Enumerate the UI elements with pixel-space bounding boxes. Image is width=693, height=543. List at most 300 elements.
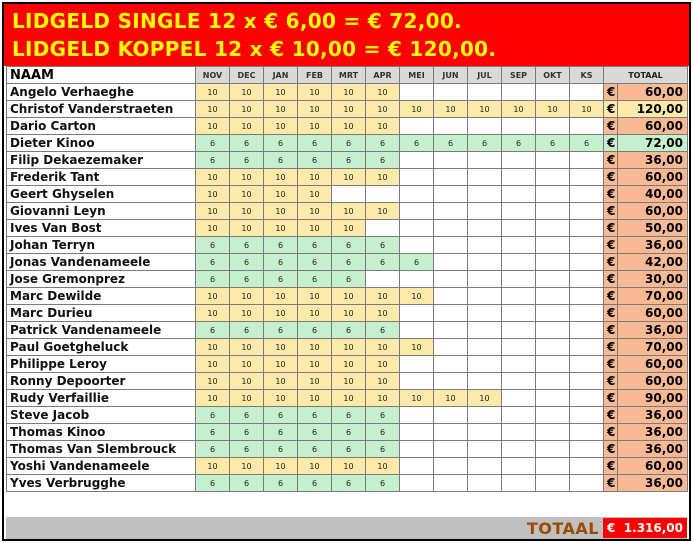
month-payment-cell (434, 220, 468, 237)
month-payment-cell (502, 475, 536, 492)
month-payment-cell (570, 271, 604, 288)
month-payment-cell: 10 (332, 101, 366, 118)
month-payment-cell (434, 203, 468, 220)
member-name: Geert Ghyselen (7, 186, 196, 203)
month-payment-cell: 6 (298, 152, 332, 169)
month-payment-cell: 10 (196, 203, 230, 220)
table-row (7, 152, 688, 169)
month-payment-cell (434, 424, 468, 441)
month-payment-cell: 6 (298, 424, 332, 441)
month-payment-cell (434, 288, 468, 305)
month-payment-cell: 10 (196, 169, 230, 186)
month-payment-cell: 6 (366, 322, 400, 339)
month-payment-cell: 10 (230, 356, 264, 373)
month-payment-cell (502, 254, 536, 271)
total-currency: € (604, 169, 618, 186)
month-payment-cell: 10 (264, 186, 298, 203)
month-payment-cell (468, 271, 502, 288)
total-currency: € (604, 390, 618, 407)
member-name: Steve Jacob (7, 407, 196, 424)
month-payment-cell (502, 356, 536, 373)
month-payment-cell (434, 322, 468, 339)
month-payment-cell (502, 237, 536, 254)
total-currency: € (604, 135, 618, 152)
month-payment-cell (502, 407, 536, 424)
month-payment-cell (570, 84, 604, 101)
month-payment-cell (570, 322, 604, 339)
month-payment-cell: 10 (264, 101, 298, 118)
month-payment-cell (434, 84, 468, 101)
month-payment-cell: 10 (366, 356, 400, 373)
member-total: 60,00 (618, 169, 688, 186)
month-payment-cell: 6 (264, 237, 298, 254)
table-row (7, 373, 688, 390)
member-name: Thomas Kinoo (7, 424, 196, 441)
month-payment-cell: 10 (400, 339, 434, 356)
month-payment-cell: 6 (230, 271, 264, 288)
month-payment-cell: 6 (298, 254, 332, 271)
table-row (7, 339, 688, 356)
member-total: 60,00 (618, 373, 688, 390)
month-payment-cell (400, 118, 434, 135)
month-payment-cell (400, 271, 434, 288)
month-payment-cell: 10 (366, 118, 400, 135)
month-payment-cell (400, 424, 434, 441)
total-currency: € (604, 475, 618, 492)
member-name: Ronny Depoorter (7, 373, 196, 390)
member-name: Jonas Vandenameele (7, 254, 196, 271)
member-total: 60,00 (618, 305, 688, 322)
month-payment-cell (536, 169, 570, 186)
fees-table (6, 66, 688, 492)
month-payment-cell (536, 203, 570, 220)
month-header-mrt: MRT (332, 67, 366, 84)
month-payment-cell: 10 (264, 220, 298, 237)
month-payment-cell (536, 305, 570, 322)
month-payment-cell (502, 271, 536, 288)
month-payment-cell (570, 203, 604, 220)
member-total: 60,00 (618, 458, 688, 475)
member-total: 36,00 (618, 407, 688, 424)
member-name: Marc Durieu (7, 305, 196, 322)
month-payment-cell: 10 (298, 84, 332, 101)
month-payment-cell: 6 (196, 237, 230, 254)
month-payment-cell: 6 (332, 475, 366, 492)
month-payment-cell (434, 118, 468, 135)
member-total: 120,00 (618, 101, 688, 118)
member-total: 36,00 (618, 237, 688, 254)
month-payment-cell (536, 237, 570, 254)
month-payment-cell (468, 237, 502, 254)
month-payment-cell: 6 (264, 424, 298, 441)
month-payment-cell: 6 (366, 407, 400, 424)
month-payment-cell (468, 186, 502, 203)
member-total: 50,00 (618, 220, 688, 237)
month-payment-cell (400, 237, 434, 254)
grand-total-currency: € (607, 521, 616, 535)
month-payment-cell: 10 (332, 288, 366, 305)
total-currency: € (604, 322, 618, 339)
month-payment-cell: 10 (366, 288, 400, 305)
member-name: Christof Vanderstraeten (7, 101, 196, 118)
month-payment-cell: 10 (264, 458, 298, 475)
month-payment-cell (468, 458, 502, 475)
member-total: 30,00 (618, 271, 688, 288)
table-row (7, 84, 688, 101)
month-payment-cell: 10 (264, 288, 298, 305)
month-payment-cell (502, 373, 536, 390)
total-currency: € (604, 152, 618, 169)
total-currency: € (604, 339, 618, 356)
total-currency: € (604, 288, 618, 305)
table-row (7, 169, 688, 186)
month-payment-cell (502, 220, 536, 237)
month-payment-cell: 6 (366, 441, 400, 458)
month-payment-cell (502, 169, 536, 186)
month-payment-cell: 10 (298, 169, 332, 186)
month-payment-cell: 6 (264, 152, 298, 169)
month-payment-cell: 10 (400, 390, 434, 407)
month-payment-cell: 6 (332, 237, 366, 254)
month-payment-cell (570, 339, 604, 356)
month-payment-cell: 6 (502, 135, 536, 152)
table-row (7, 135, 688, 152)
member-name: Dario Carton (7, 118, 196, 135)
total-currency: € (604, 118, 618, 135)
month-payment-cell: 10 (298, 373, 332, 390)
month-payment-cell: 6 (332, 135, 366, 152)
total-currency: € (604, 254, 618, 271)
month-payment-cell: 6 (230, 475, 264, 492)
month-payment-cell (536, 254, 570, 271)
month-payment-cell (434, 373, 468, 390)
month-payment-cell: 10 (332, 339, 366, 356)
month-payment-cell (536, 441, 570, 458)
name-column-header: NAAM (7, 67, 196, 84)
month-payment-cell (468, 424, 502, 441)
month-payment-cell (400, 305, 434, 322)
month-payment-cell: 6 (196, 407, 230, 424)
table-row (7, 407, 688, 424)
month-payment-cell (400, 356, 434, 373)
month-payment-cell: 10 (230, 373, 264, 390)
month-payment-cell: 6 (230, 441, 264, 458)
month-payment-cell: 6 (400, 135, 434, 152)
month-payment-cell: 10 (298, 458, 332, 475)
month-payment-cell (434, 169, 468, 186)
month-payment-cell: 6 (570, 135, 604, 152)
member-total: 36,00 (618, 152, 688, 169)
month-payment-cell: 6 (332, 271, 366, 288)
total-currency: € (604, 84, 618, 101)
total-currency: € (604, 373, 618, 390)
month-payment-cell: 10 (196, 101, 230, 118)
member-name: Marc Dewilde (7, 288, 196, 305)
month-payment-cell (502, 458, 536, 475)
month-payment-cell: 10 (298, 305, 332, 322)
total-currency: € (604, 424, 618, 441)
month-payment-cell: 6 (298, 237, 332, 254)
month-payment-cell (502, 288, 536, 305)
month-payment-cell: 10 (230, 390, 264, 407)
month-payment-cell (570, 152, 604, 169)
month-header-okt: OKT (536, 67, 570, 84)
month-payment-cell: 6 (230, 254, 264, 271)
month-payment-cell: 10 (264, 203, 298, 220)
month-payment-cell: 10 (502, 101, 536, 118)
month-payment-cell (468, 203, 502, 220)
table-row (7, 203, 688, 220)
month-payment-cell (536, 407, 570, 424)
month-payment-cell: 10 (434, 101, 468, 118)
month-payment-cell: 10 (366, 390, 400, 407)
month-payment-cell: 6 (196, 424, 230, 441)
month-payment-cell: 6 (196, 152, 230, 169)
month-payment-cell: 10 (230, 305, 264, 322)
month-payment-cell: 6 (196, 441, 230, 458)
month-payment-cell (536, 186, 570, 203)
table-row (7, 322, 688, 339)
month-payment-cell (468, 152, 502, 169)
member-total: 70,00 (618, 339, 688, 356)
member-name: Patrick Vandenameele (7, 322, 196, 339)
month-payment-cell: 6 (298, 135, 332, 152)
month-payment-cell (536, 356, 570, 373)
month-payment-cell (468, 288, 502, 305)
month-payment-cell (400, 186, 434, 203)
month-payment-cell (400, 203, 434, 220)
month-payment-cell: 10 (230, 118, 264, 135)
month-payment-cell: 10 (230, 101, 264, 118)
totals-bar (6, 517, 687, 539)
month-payment-cell: 10 (298, 390, 332, 407)
month-payment-cell: 10 (264, 305, 298, 322)
month-payment-cell (536, 288, 570, 305)
month-payment-cell: 6 (434, 135, 468, 152)
month-payment-cell (332, 186, 366, 203)
month-payment-cell (400, 152, 434, 169)
month-payment-cell: 10 (332, 169, 366, 186)
member-total: 60,00 (618, 118, 688, 135)
month-payment-cell: 10 (570, 101, 604, 118)
month-payment-cell: 6 (332, 424, 366, 441)
month-payment-cell: 6 (264, 407, 298, 424)
member-total: 36,00 (618, 475, 688, 492)
month-payment-cell: 6 (264, 322, 298, 339)
member-total: 36,00 (618, 424, 688, 441)
month-payment-cell (536, 271, 570, 288)
month-payment-cell: 10 (264, 169, 298, 186)
month-payment-cell: 6 (536, 135, 570, 152)
month-payment-cell (434, 237, 468, 254)
month-payment-cell (502, 424, 536, 441)
month-payment-cell (400, 475, 434, 492)
total-currency: € (604, 271, 618, 288)
total-currency: € (604, 203, 618, 220)
member-name: Thomas Van Slembrouck (7, 441, 196, 458)
table-row (7, 254, 688, 271)
month-payment-cell: 10 (264, 390, 298, 407)
month-payment-cell: 6 (298, 441, 332, 458)
month-payment-cell: 10 (264, 356, 298, 373)
month-payment-cell: 6 (366, 135, 400, 152)
month-payment-cell: 10 (230, 84, 264, 101)
month-payment-cell (536, 322, 570, 339)
month-payment-cell (400, 84, 434, 101)
member-total: 90,00 (618, 390, 688, 407)
member-total: 40,00 (618, 186, 688, 203)
member-name: Rudy Verfaillie (7, 390, 196, 407)
month-header-jan: JAN (264, 67, 298, 84)
month-payment-cell: 6 (366, 237, 400, 254)
month-payment-cell: 10 (298, 118, 332, 135)
month-payment-cell: 6 (230, 424, 264, 441)
month-header-apr: APR (366, 67, 400, 84)
member-total: 60,00 (618, 84, 688, 101)
member-name: Filip Dekaezemaker (7, 152, 196, 169)
month-payment-cell: 10 (332, 118, 366, 135)
month-payment-cell (400, 441, 434, 458)
month-payment-cell: 10 (366, 373, 400, 390)
month-payment-cell: 6 (230, 322, 264, 339)
month-payment-cell (502, 390, 536, 407)
month-payment-cell: 6 (298, 271, 332, 288)
month-payment-cell: 6 (332, 441, 366, 458)
month-payment-cell: 6 (366, 475, 400, 492)
month-payment-cell: 10 (196, 458, 230, 475)
table-row (7, 186, 688, 203)
month-payment-cell (434, 441, 468, 458)
month-payment-cell (570, 424, 604, 441)
month-payment-cell (502, 305, 536, 322)
total-currency: € (604, 441, 618, 458)
month-payment-cell: 10 (400, 288, 434, 305)
month-payment-cell (400, 373, 434, 390)
month-payment-cell: 10 (400, 101, 434, 118)
month-payment-cell: 10 (468, 390, 502, 407)
month-payment-cell (434, 152, 468, 169)
month-payment-cell: 10 (298, 101, 332, 118)
month-payment-cell: 10 (230, 169, 264, 186)
month-payment-cell (468, 475, 502, 492)
month-payment-cell (468, 339, 502, 356)
banner-line-couple: LIDGELD KOPPEL 12 x € 10,00 = € 120,00. (12, 37, 497, 61)
total-currency: € (604, 305, 618, 322)
month-payment-cell (536, 339, 570, 356)
member-total: 36,00 (618, 441, 688, 458)
month-payment-cell: 6 (332, 322, 366, 339)
member-name: Frederik Tant (7, 169, 196, 186)
member-name: Giovanni Leyn (7, 203, 196, 220)
month-payment-cell: 10 (332, 458, 366, 475)
member-name: Yves Verbrugghe (7, 475, 196, 492)
member-total: 36,00 (618, 322, 688, 339)
month-payment-cell: 10 (332, 305, 366, 322)
month-payment-cell: 10 (298, 220, 332, 237)
table-row (7, 390, 688, 407)
month-payment-cell (536, 458, 570, 475)
month-payment-cell (400, 169, 434, 186)
member-name: Yoshi Vandenameele (7, 458, 196, 475)
member-name: Paul Goetgheluck (7, 339, 196, 356)
month-payment-cell: 6 (366, 424, 400, 441)
month-payment-cell: 6 (264, 475, 298, 492)
month-payment-cell (468, 356, 502, 373)
month-payment-cell: 6 (230, 152, 264, 169)
month-payment-cell: 10 (230, 220, 264, 237)
month-payment-cell: 6 (468, 135, 502, 152)
month-payment-cell (502, 322, 536, 339)
month-payment-cell: 10 (196, 288, 230, 305)
table-row (7, 220, 688, 237)
table-row (7, 305, 688, 322)
month-header-jun: JUN (434, 67, 468, 84)
month-payment-cell (468, 254, 502, 271)
month-payment-cell (366, 186, 400, 203)
month-payment-cell (570, 475, 604, 492)
month-payment-cell: 10 (196, 356, 230, 373)
month-payment-cell (434, 305, 468, 322)
month-payment-cell: 10 (332, 356, 366, 373)
month-payment-cell (536, 390, 570, 407)
month-payment-cell: 10 (230, 203, 264, 220)
month-payment-cell (570, 220, 604, 237)
month-payment-cell: 10 (230, 458, 264, 475)
month-payment-cell (400, 220, 434, 237)
month-payment-cell (536, 424, 570, 441)
month-payment-cell (570, 373, 604, 390)
month-payment-cell: 6 (230, 135, 264, 152)
month-payment-cell: 6 (298, 322, 332, 339)
month-payment-cell (468, 441, 502, 458)
month-payment-cell (434, 254, 468, 271)
month-payment-cell (570, 288, 604, 305)
month-payment-cell (570, 237, 604, 254)
member-name: Angelo Verhaeghe (7, 84, 196, 101)
month-header-sep: SEP (502, 67, 536, 84)
membership-fee-banner (4, 4, 689, 66)
month-payment-cell (536, 118, 570, 135)
month-payment-cell (536, 152, 570, 169)
month-payment-cell (570, 390, 604, 407)
month-payment-cell: 10 (196, 373, 230, 390)
month-payment-cell (570, 458, 604, 475)
month-payment-cell: 6 (264, 271, 298, 288)
month-payment-cell: 10 (434, 390, 468, 407)
month-payment-cell: 6 (230, 237, 264, 254)
month-payment-cell (468, 84, 502, 101)
month-payment-cell: 10 (230, 339, 264, 356)
month-payment-cell: 10 (264, 84, 298, 101)
header-row (7, 67, 688, 84)
month-payment-cell: 6 (332, 407, 366, 424)
total-currency: € (604, 356, 618, 373)
total-currency: € (604, 186, 618, 203)
table-row (7, 288, 688, 305)
month-payment-cell (468, 322, 502, 339)
table-row (7, 424, 688, 441)
month-payment-cell: 6 (264, 135, 298, 152)
month-payment-cell (570, 186, 604, 203)
member-name: Philippe Leroy (7, 356, 196, 373)
month-payment-cell: 6 (264, 441, 298, 458)
month-payment-cell (366, 220, 400, 237)
month-payment-cell (570, 118, 604, 135)
month-payment-cell (502, 84, 536, 101)
table-row (7, 271, 688, 288)
month-payment-cell: 10 (298, 186, 332, 203)
month-payment-cell: 10 (264, 339, 298, 356)
